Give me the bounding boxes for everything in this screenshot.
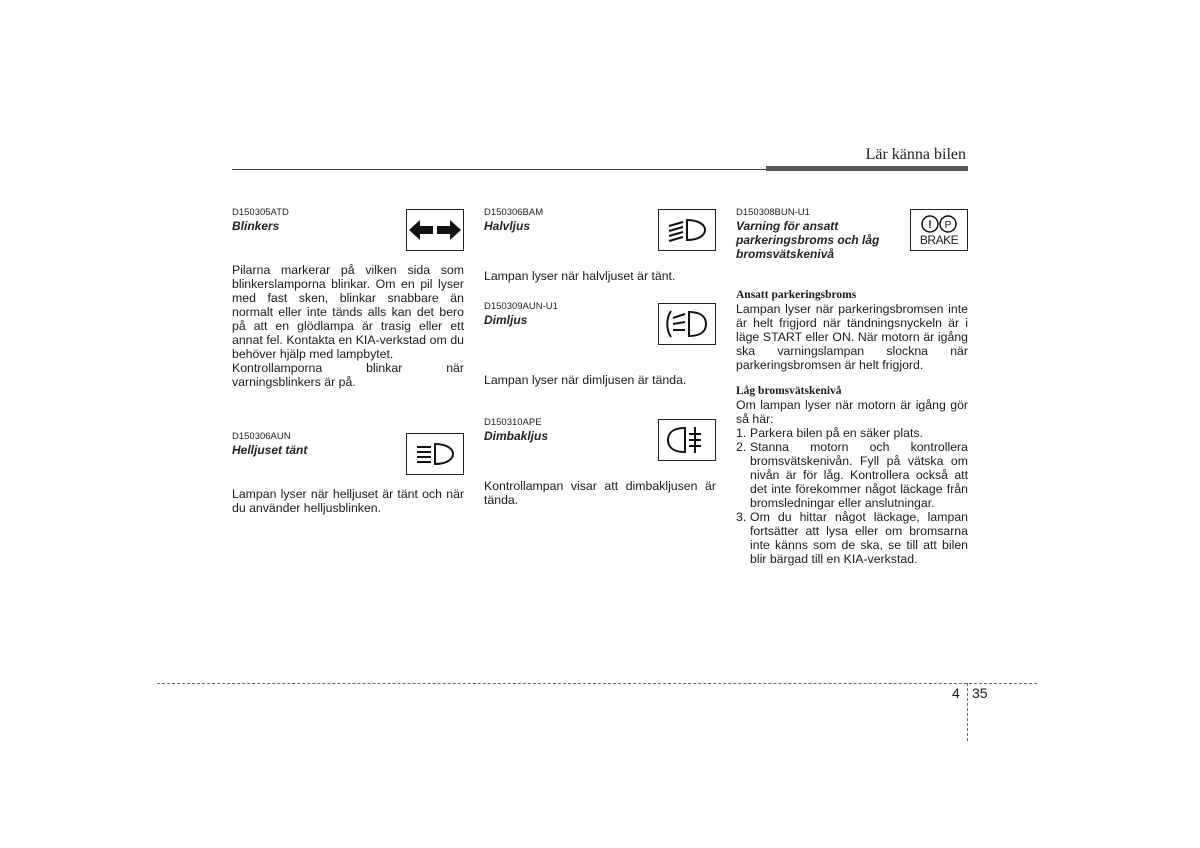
section-body	[736, 398, 968, 566]
svg-text:P: P	[944, 220, 952, 231]
list-item: 1. Parkera bilen på en säker plats.	[736, 426, 923, 440]
front-fog-light-icon	[658, 303, 716, 345]
paragraph: Lampan lyser när helljuset är tänt och när du använder helljusblinken.	[232, 487, 464, 515]
section-code: D150308BUN-U1	[736, 207, 810, 218]
section-code: D150310APE	[484, 417, 542, 428]
column-1	[232, 207, 464, 515]
paragraph: Pilarna markerar på vilken sida som blinkerslamporna blinkar. Om en pil lyser med fast sken, blinkar snabbare än normalt eller inte tänds alls kan det bero på att en glödlampa är trasig eller ett annat fel. Kontakta en KIA-verkstad om du behöver hjälp med lampbytet.	[232, 263, 464, 361]
column-2	[484, 207, 716, 507]
paragraph: Om lampan lyser när motorn är igång gör så här:	[736, 398, 968, 426]
paragraph: Lampan lyser när dimljusen är tända.	[484, 373, 687, 387]
low-beam-icon	[658, 209, 716, 251]
section-body	[484, 373, 716, 387]
footer-rule	[157, 683, 1037, 684]
list-item: 2. Stanna motorn och kontrollera bromsvätskenivån. Fyll på vätska om nivån är för låg. Kontrollera också att det inte förekommer något läckage från bromsledningar eller anslutningar.	[736, 440, 968, 510]
paragraph: Kontrollampan visar att dimbakljusen är tända.	[484, 479, 716, 507]
section-title: Dimljus	[484, 313, 528, 327]
header-rule	[232, 169, 766, 170]
section-blinkers	[232, 207, 464, 263]
header-bar	[766, 166, 968, 171]
footer-divider	[967, 683, 968, 741]
section-title: Dimbakljus	[484, 429, 549, 443]
section-front-fog	[484, 301, 716, 363]
running-header-title: Lär känna bilen	[865, 146, 966, 163]
section-code: D150305ATD	[232, 207, 289, 218]
subheading: Ansatt parkeringsbroms	[736, 289, 857, 301]
section-brake-warning	[736, 207, 968, 279]
chapter-number: 4	[952, 685, 960, 701]
page-number: 35	[972, 685, 988, 701]
section-body	[484, 479, 716, 507]
section-title: Helljuset tänt	[232, 443, 308, 457]
section-title: Blinkers	[232, 219, 280, 233]
section-body	[484, 269, 716, 283]
brake-warning-icon	[910, 209, 968, 251]
section-title: Varning för ansatt parkeringsbroms och låg bromsvätskenivå	[736, 219, 880, 261]
section-rear-fog	[484, 417, 716, 479]
section-title: Halvljus	[484, 219, 531, 233]
section-body	[232, 487, 464, 515]
section-high-beam	[232, 431, 464, 487]
rear-fog-light-icon	[658, 419, 716, 461]
section-code: D150309AUN-U1	[484, 301, 558, 312]
steps-list	[736, 426, 968, 566]
section-low-beam	[484, 207, 716, 269]
column-3	[736, 207, 968, 566]
paragraph: Lampan lyser när halvljuset är tänt.	[484, 269, 676, 283]
svg-text:!: !	[928, 219, 932, 231]
brake-label: BRAKE	[919, 233, 959, 247]
paragraph: Kontrollamporna blinkar när varningsblinkers är på.	[232, 361, 464, 389]
turn-signal-arrows-icon	[406, 209, 464, 251]
paragraph: Lampan lyser när parkeringsbromsen inte är helt frigjord när tändningsnyckeln är i läge START eller ON. När motorn är igång ska varningslampan slockna när parkeringsbromsen är helt frigjord.	[736, 302, 968, 372]
high-beam-icon	[406, 433, 464, 475]
section-body	[736, 302, 968, 372]
section-body	[232, 263, 464, 389]
section-code: D150306BAM	[484, 207, 544, 218]
list-item: 3. Om du hittar något läckage, lampan fortsätter att lysa eller om bromsarna inte känns som de ska, se till att bilen blir bärgad till en KIA-verkstad.	[736, 510, 968, 566]
section-code: D150306AUN	[232, 431, 291, 442]
subheading: Låg bromsvätskenivå	[736, 385, 842, 397]
